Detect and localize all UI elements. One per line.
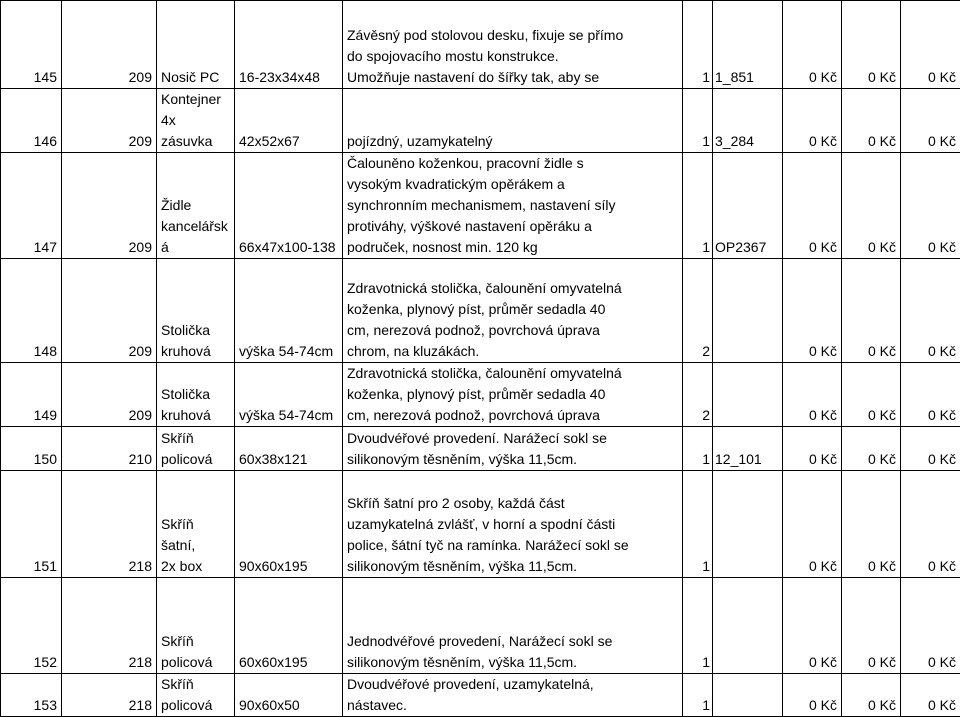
item-name: Skříň policová [157,674,235,717]
item-description: Skříň šatní pro 2 osoby, každá část uzamykatelná zvlášť, v horní a spodní části police, šátní tyč na ramínka. Narážecí sokl se silikonovým těsněním, výška 11,5cm. [343,471,683,578]
row-number: 150 [1,427,62,471]
room-number: 218 [62,471,157,578]
item-quantity: 1 [683,674,713,717]
room-number: 218 [62,674,157,717]
item-name: Stolička kruhová [157,259,235,363]
price-total: 0 Kč [842,1,901,89]
price-vat: 0 Kč [901,89,960,153]
price-unit: 0 Kč [783,1,842,89]
item-dimensions: výška 54-74cm [235,259,343,363]
price-vat: 0 Kč [901,578,960,674]
price-total: 0 Kč [842,89,901,153]
item-code [713,578,783,674]
price-total: 0 Kč [842,153,901,259]
row-number: 153 [1,674,62,717]
price-vat: 0 Kč [901,153,960,259]
item-code [713,674,783,717]
price-unit: 0 Kč [783,153,842,259]
item-dimensions: 60x60x195 [235,578,343,674]
table-row [1,427,960,471]
room-number: 209 [62,259,157,363]
price-total: 0 Kč [842,674,901,717]
table-row [1,674,960,717]
item-name: Skříň policová [157,578,235,674]
item-name: Skříň policová [157,427,235,471]
price-unit: 0 Kč [783,89,842,153]
price-unit: 0 Kč [783,259,842,363]
item-dimensions: 16-23x34x48 [235,1,343,89]
item-quantity: 1 [683,427,713,471]
price-vat: 0 Kč [901,427,960,471]
item-description: Zdravotnická stolička, čalounění omyvatelná koženka, plynový píst, průměr sedadla 40 cm, nerezová podnož, povrchová úprava chrom, na kluzákách. [343,259,683,363]
price-vat: 0 Kč [901,471,960,578]
table-row [1,578,960,674]
item-code [713,471,783,578]
room-number: 210 [62,427,157,471]
item-code: 12_101 [713,427,783,471]
room-number: 209 [62,153,157,259]
price-total: 0 Kč [842,578,901,674]
price-unit: 0 Kč [783,471,842,578]
price-total: 0 Kč [842,427,901,471]
item-dimensions: výška 54-74cm [235,363,343,427]
row-number: 146 [1,89,62,153]
item-quantity: 1 [683,578,713,674]
row-number: 145 [1,1,62,89]
table-row [1,1,960,89]
row-number: 148 [1,259,62,363]
item-description: Zdravotnická stolička, čalounění omyvatelná koženka, plynový píst, průměr sedadla 40 cm, nerezová podnož, povrchová úprava [343,363,683,427]
item-name: Stolička kruhová [157,363,235,427]
row-number: 149 [1,363,62,427]
price-vat: 0 Kč [901,363,960,427]
room-number: 209 [62,1,157,89]
item-code: OP2367 [713,153,783,259]
item-description: Dvoudvéřové provedení, uzamykatelná, nástavec. [343,674,683,717]
item-quantity: 1 [683,89,713,153]
room-number: 209 [62,89,157,153]
room-number: 209 [62,363,157,427]
item-dimensions: 60x38x121 [235,427,343,471]
item-quantity: 1 [683,1,713,89]
item-code: 3_284 [713,89,783,153]
row-number: 151 [1,471,62,578]
price-total: 0 Kč [842,259,901,363]
item-dimensions: 90x60x195 [235,471,343,578]
price-vat: 0 Kč [901,259,960,363]
price-vat: 0 Kč [901,1,960,89]
item-quantity: 1 [683,471,713,578]
item-code [713,259,783,363]
room-number: 218 [62,578,157,674]
item-description: pojízdný, uzamykatelný [343,89,683,153]
item-name: Kontejner 4x zásuvka [157,89,235,153]
table-row [1,259,960,363]
item-code: 1_851 [713,1,783,89]
item-description: Čalouněno koženkou, pracovní židle s vysokým kvadratickým opěrákem a synchronním mechanismem, nastavení síly protiváhy, výškové nastavení opěráku a područek, nosnost min. 120 kg [343,153,683,259]
table-row [1,89,960,153]
price-unit: 0 Kč [783,427,842,471]
item-dimensions: 66x47x100-138 [235,153,343,259]
table-row [1,471,960,578]
price-total: 0 Kč [842,363,901,427]
item-name: Židle kancelářsk á [157,153,235,259]
item-code [713,363,783,427]
price-unit: 0 Kč [783,578,842,674]
item-quantity: 2 [683,259,713,363]
item-dimensions: 90x60x50 [235,674,343,717]
item-name: Skříň šatní, 2x box [157,471,235,578]
item-description: Jednodvéřové provedení, Narážecí sokl se silikonovým těsněním, výška 11,5cm. [343,578,683,674]
item-quantity: 1 [683,153,713,259]
price-total: 0 Kč [842,471,901,578]
item-description: Dvoudvéřové provedení. Narážecí sokl se silikonovým těsněním, výška 11,5cm. [343,427,683,471]
item-dimensions: 42x52x67 [235,89,343,153]
price-unit: 0 Kč [783,363,842,427]
item-name: Nosič PC [157,1,235,89]
row-number: 152 [1,578,62,674]
price-unit: 0 Kč [783,674,842,717]
price-vat: 0 Kč [901,674,960,717]
table-row [1,153,960,259]
table-row [1,363,960,427]
item-description: Závěsný pod stolovou desku, fixuje se přímo do spojovacího mostu konstrukce. Umožňuje nastavení do šířky tak, aby se [343,1,683,89]
row-number: 147 [1,153,62,259]
item-quantity: 2 [683,363,713,427]
